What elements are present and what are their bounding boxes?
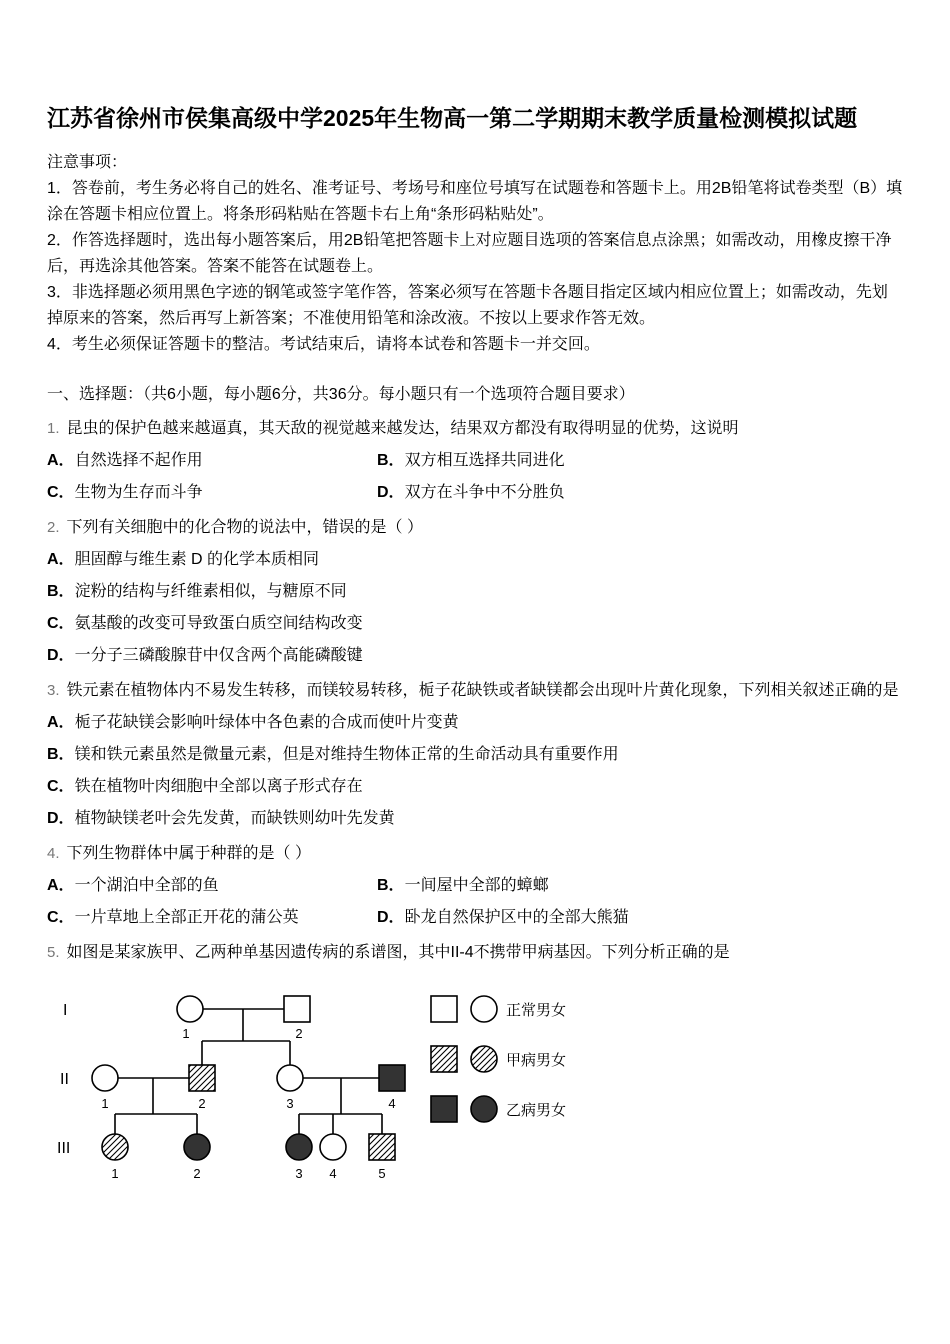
id-II-2: 2 [198,1096,206,1112]
question-4-option-C [47,902,377,934]
notice-item-2: 2．作答选择题时，选出每小题答案后，用2B铅笔把答题卡上对应题目选项的答案信息点涂黑；如需改动，用橡皮擦干净后，再选涂其他答案。答案不能答在试题卷上。 [47,232,892,276]
pedigree-III-3-diseaseB-female [286,1134,312,1160]
id-III-5: 5 [378,1166,386,1182]
pedigree-III-4-normal-female [320,1134,346,1160]
pedigree-diagram [47,981,667,1216]
id-III-1: 1 [111,1166,119,1182]
question-4-options-row-2 [47,902,903,934]
option-label: B． [47,583,75,601]
question-2 [47,512,903,672]
option-text: 栀子花缺镁会影响叶绿体中各色素的合成而使叶片变黄 [74,714,459,732]
pedigree-II-3-normal-female [277,1065,303,1091]
id-III-4: 4 [329,1166,337,1182]
question-1-option-B [377,445,903,477]
question-number: 5. [47,944,60,962]
id-I-2: 2 [295,1026,303,1042]
id-III-3: 3 [295,1166,303,1182]
generation-label-II: II [60,1071,69,1089]
notice-item-1: 1．答卷前，考生务必将自己的姓名、准考证号、考场号和座位号填写在试题卷和答题卡上。用2B铅笔将试卷类型（B）填涂在答题卡相应位置上。将条形码粘贴在答题卡右上角“条形码粘贴处”。 [47,180,903,224]
option-label: C． [47,909,75,927]
question-4-options-row-1 [47,870,903,902]
question-3-option-B [47,739,903,771]
legend-diseaseB-male-icon [431,1096,457,1122]
option-text: 镁和铁元素虽然是微量元素，但是对维持生物体正常的生命活动具有重要作用 [74,746,619,764]
question-1-option-C [47,477,377,509]
page-title: 江苏省徐州市侯集高级中学2025年生物高一第二学期期末教学质量检测模拟试题 [47,105,858,131]
option-text: 一片草地上全部正开花的蒲公英 [74,909,299,927]
pedigree-III-5-diseaseA-male [369,1134,395,1160]
option-label: C． [47,484,75,502]
id-III-2: 2 [193,1166,201,1182]
pedigree-figure [47,981,903,1221]
option-label: A． [47,714,75,732]
question-stem: 下列生物群体中属于种群的是（ ） [66,845,311,863]
option-text: 双方在斗争中不分胜负 [404,484,565,502]
generation-label-I: I [63,1002,68,1020]
question-2-option-A [47,544,903,576]
question-stem: 如图是某家族甲、乙两种单基因遗传病的系谱图，其中II-4不携带甲病基因。下列分析正确的是 [66,944,730,962]
option-label: A． [47,452,75,470]
question-1-option-A [47,445,377,477]
option-label: C． [47,778,75,796]
question-1-options-row-2 [47,477,903,509]
option-text: 氨基酸的改变可导致蛋白质空间结构改变 [74,615,363,633]
question-number: 4. [47,845,60,863]
question-3-option-A [47,707,903,739]
legend-diseaseA-label: 甲病男女 [506,1052,567,1070]
question-3-option-C [47,771,903,803]
pedigree-ids [101,1026,395,1181]
notice-heading: 注意事项： [47,154,128,172]
question-4 [47,838,903,934]
option-text: 自然选择不起作用 [74,452,203,470]
pedigree-I-1-normal-female [177,996,203,1022]
question-4-stem-line [47,838,903,870]
pedigree-legend [431,996,566,1122]
option-text: 生物为生存而斗争 [74,484,203,502]
question-4-option-D [377,902,903,934]
question-number: 2. [47,519,60,537]
notice-section [47,150,903,358]
option-label: A． [47,551,75,569]
legend-diseaseB-female-icon [471,1096,497,1122]
option-text: 一间屋中全部的蟑螂 [404,877,549,895]
option-label: D． [377,484,405,502]
question-4-option-B [377,870,903,902]
legend-normal-female-icon [471,996,497,1022]
option-text: 卧龙自然保护区中的全部大熊猫 [404,909,629,927]
option-label: B． [377,877,405,895]
question-3-stem-line [47,675,903,707]
question-4-option-A [47,870,377,902]
question-5-stem-line [47,937,903,969]
option-label: D． [47,647,75,665]
pedigree-I-2-normal-male [284,996,310,1022]
legend-diseaseA-male-icon [431,1046,457,1072]
pedigree-III-2-diseaseB-female [184,1134,210,1160]
question-1-stem-line [47,413,903,445]
legend-diseaseB-label: 乙病男女 [506,1102,567,1120]
legend-diseaseA-female-icon [471,1046,497,1072]
option-text: 铁在植物叶肉细胞中全部以离子形式存在 [74,778,363,796]
generation-label-III: III [57,1140,71,1158]
pedigree-III-1-diseaseA-female [102,1134,128,1160]
question-3-option-D [47,803,903,835]
option-text: 一分子三磷酸腺苷中仅含两个高能磷酸键 [74,647,363,665]
pedigree-connectors [115,1009,382,1134]
question-5 [47,937,903,969]
id-II-1: 1 [101,1096,109,1112]
option-label: B． [47,746,75,764]
pedigree-II-1-normal-female [92,1065,118,1091]
notice-item-3: 3．非选择题必须用黑色字迹的钢笔或签字笔作答，答案必须写在答题卡各题目指定区域内相应位置上；如需改动，先划掉原来的答案，然后再写上新答案；不准使用铅笔和涂改液。不按以上要求作答无效。 [47,284,888,328]
question-2-option-D [47,640,903,672]
option-label: D． [377,909,405,927]
question-number: 1. [47,420,60,438]
option-label: B． [377,452,405,470]
id-II-4: 4 [388,1096,396,1112]
option-label: D． [47,810,75,828]
question-number: 3. [47,682,60,700]
question-1-option-D [377,477,903,509]
question-3 [47,675,903,835]
question-stem: 铁元素在植物体内不易发生转移，而镁较易转移，栀子花缺铁或者缺镁都会出现叶片黄化现象，下列相关叙述正确的是 [66,682,899,700]
question-1 [47,413,903,509]
option-text: 胆固醇与维生素 D 的化学本质相同 [74,551,320,569]
legend-normal-male-icon [431,996,457,1022]
option-text: 淀粉的结构与纤维素相似，与糖原不同 [74,583,347,601]
generation-labels [57,1002,70,1157]
id-I-1: 1 [182,1026,190,1042]
option-label: A． [47,877,75,895]
question-2-option-C [47,608,903,640]
question-1-options-row-1 [47,445,903,477]
section-heading: 一、选择题：（共6小题，每小题6分，共36分。每小题只有一个选项符合题目要求） [47,386,635,404]
question-2-option-B [47,576,903,608]
legend-normal-label: 正常男女 [506,1002,567,1020]
notice-item-4: 4．考生必须保证答题卡的整洁。考试结束后，请将本试卷和答题卡一并交回。 [47,336,600,354]
pedigree-II-2-diseaseA-male [189,1065,215,1091]
pedigree-II-4-diseaseB-male [379,1065,405,1091]
option-text: 一个湖泊中全部的鱼 [74,877,219,895]
question-2-stem-line [47,512,903,544]
question-stem: 昆虫的保护色越来越逼真，其天敌的视觉越来越发达，结果双方都没有取得明显的优势，这说明 [66,420,739,438]
option-label: C． [47,615,75,633]
question-stem: 下列有关细胞中的化合物的说法中，错误的是（ ） [66,519,423,537]
option-text: 植物缺镁老叶会先发黄，而缺铁则幼叶先发黄 [74,810,395,828]
option-text: 双方相互选择共同进化 [404,452,565,470]
id-II-3: 3 [286,1096,294,1112]
